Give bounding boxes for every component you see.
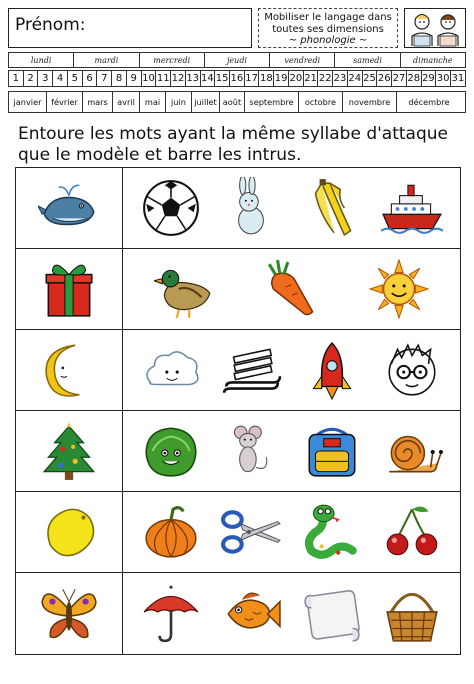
date-number-cell: 12	[171, 73, 185, 84]
date-number-cell: 17	[245, 73, 258, 84]
umbrella-icon[interactable]	[138, 581, 204, 647]
lemon-icon	[36, 499, 102, 565]
learning-goal-box	[258, 8, 398, 48]
choices-cell	[123, 330, 460, 410]
date-number-cell: 22	[318, 73, 332, 84]
weekday-strip	[8, 52, 466, 68]
exercise-row	[16, 492, 460, 573]
month-label: mai	[140, 92, 166, 112]
goal-line-3: ~ phonologie ~	[288, 35, 368, 46]
date-number-cell: 1	[9, 71, 24, 86]
carrot-icon[interactable]	[259, 256, 325, 322]
date-number-cell: 2	[24, 71, 39, 86]
name-label: Prénom:	[15, 15, 86, 35]
month-label: septembre	[245, 92, 299, 112]
worksheet-header	[8, 8, 466, 48]
date-number-cell: 6	[83, 71, 98, 86]
date-number-cell: 25	[363, 73, 376, 84]
day-label: vendredi	[270, 53, 335, 67]
rocket-icon[interactable]	[299, 337, 365, 403]
cherries-icon[interactable]	[379, 499, 445, 565]
month-label: juin	[166, 92, 192, 112]
date-number-cell: 26	[377, 73, 391, 84]
butterfly-icon	[36, 581, 102, 647]
month-label: juillet	[192, 92, 220, 112]
month-strip	[8, 91, 466, 113]
model-cell	[16, 168, 123, 248]
instruction-line-2: que le modèle et barre les intrus.	[18, 145, 302, 165]
date-number-cell: 16	[230, 73, 244, 84]
choices-cell	[123, 168, 460, 248]
mouse-icon[interactable]	[218, 418, 284, 484]
instruction	[18, 124, 468, 166]
basket-icon[interactable]	[379, 581, 445, 647]
month-label: octobre	[299, 92, 343, 112]
date-number-cell: 28	[407, 73, 421, 84]
instruction-line-1: Entoure les mots ayant la même syllabe d'attaque	[18, 124, 448, 144]
date-number-cell: 19	[274, 73, 288, 84]
date-number-cell: 10	[142, 73, 155, 84]
date-number-cell: 31	[451, 73, 465, 84]
christmas-tree-icon	[36, 418, 102, 484]
model-cell	[16, 573, 123, 654]
boat-icon[interactable]	[379, 175, 445, 241]
pumpkin-icon[interactable]	[138, 499, 204, 565]
rabbit-icon[interactable]	[218, 175, 284, 241]
duck-icon[interactable]	[152, 256, 218, 322]
fish-icon[interactable]	[218, 581, 284, 647]
choices-cell	[123, 492, 460, 572]
date-number-cell: 15	[215, 73, 229, 84]
month-label: mars	[83, 92, 113, 112]
date-number-cell: 30	[436, 73, 450, 84]
goal-line-2: toutes ses dimensions	[272, 23, 384, 35]
banana-icon[interactable]	[299, 175, 365, 241]
date-number-cell: 4	[53, 71, 68, 86]
scissors-icon[interactable]	[218, 499, 284, 565]
choices-cell	[123, 573, 460, 654]
lettuce-icon[interactable]	[138, 418, 204, 484]
gift-icon	[36, 256, 102, 322]
month-label: février	[47, 92, 83, 112]
day-label: mardi	[74, 53, 139, 67]
sun-icon[interactable]	[366, 256, 432, 322]
day-label: lundi	[9, 53, 74, 67]
date-number-strip	[8, 70, 466, 87]
exercise-row	[16, 330, 460, 411]
goal-line-1: Mobiliser le langage dans	[264, 12, 392, 23]
date-number-cell: 18	[259, 73, 273, 84]
snake-icon[interactable]	[299, 499, 365, 565]
day-label: samedi	[335, 53, 400, 67]
children-illustration	[404, 8, 466, 48]
whale-icon	[36, 175, 102, 241]
exercise-grid	[15, 167, 461, 655]
model-cell	[16, 492, 123, 572]
exercise-row	[16, 573, 460, 654]
date-number-cell: 21	[304, 73, 317, 84]
date-number-cell: 5	[68, 71, 83, 86]
exercise-row	[16, 249, 460, 330]
glasses-boy-icon[interactable]	[379, 337, 445, 403]
date-number-cell: 14	[201, 73, 214, 84]
children-icon	[405, 9, 465, 47]
day-label: jeudi	[205, 53, 270, 67]
date-number-cell: 3	[38, 71, 53, 86]
sled-icon[interactable]	[218, 337, 284, 403]
date-number-cell: 13	[186, 73, 200, 84]
soccer-ball-icon[interactable]	[138, 175, 204, 241]
model-cell	[16, 330, 123, 410]
month-label: novembre	[343, 92, 397, 112]
date-number-cell: 11	[156, 73, 170, 84]
snail-icon[interactable]	[379, 418, 445, 484]
date-number-cell: 23	[333, 73, 347, 84]
exercise-row	[16, 168, 460, 249]
model-cell	[16, 411, 123, 491]
choices-cell	[123, 411, 460, 491]
date-number-cell: 20	[289, 73, 303, 84]
month-label: décembre	[408, 97, 450, 107]
date-number-cell: 8	[112, 71, 127, 86]
month-label: août	[220, 92, 245, 112]
model-cell	[16, 249, 123, 329]
date-number-cell: 9	[127, 71, 142, 86]
exercise-row	[16, 411, 460, 492]
month-label: avril	[113, 92, 140, 112]
month-label: janvier	[9, 92, 47, 112]
date-number-cell: 27	[392, 73, 406, 84]
cloud-icon[interactable]	[138, 337, 204, 403]
date-number-cell: 24	[348, 73, 362, 84]
scroll-icon[interactable]	[299, 581, 365, 647]
moon-icon	[36, 337, 102, 403]
day-label: dimanche	[413, 55, 453, 65]
name-field[interactable]	[8, 8, 252, 48]
date-number-cell: 29	[422, 73, 435, 84]
choices-cell	[123, 249, 460, 329]
school-bag-icon[interactable]	[299, 418, 365, 484]
date-number-cell: 7	[97, 71, 112, 86]
day-label: mercredi	[140, 53, 205, 67]
